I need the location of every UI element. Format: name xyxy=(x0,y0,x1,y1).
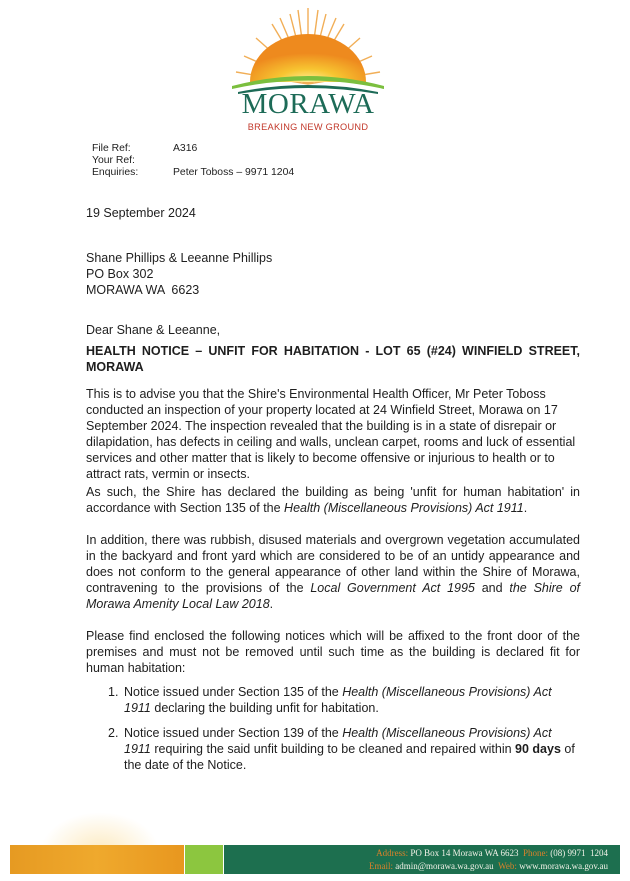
act-title: Local Government Act 1995 xyxy=(310,581,475,595)
text: . xyxy=(269,597,274,611)
text: . xyxy=(523,501,528,515)
phone-value: (08) 9971 1204 xyxy=(550,848,608,858)
logo-wordmark: MORAWA xyxy=(241,88,375,120)
paragraph-enclosed-notices: Please find enclosed the following notices which will be affixed to the front door of the premises and must not be removed until such time as the building is declared fit for human habitation: xyxy=(86,629,580,675)
text: of the date of the Notice. xyxy=(124,742,575,772)
sunrise-icon xyxy=(228,4,388,94)
email-link[interactable]: admin@morawa.wa.gov.au xyxy=(395,861,494,871)
phone-label: Phone: xyxy=(522,848,548,858)
footer-bar xyxy=(10,845,620,874)
enquiries-row xyxy=(92,167,294,179)
footer-line-address-phone xyxy=(376,848,608,858)
notice-number: 1. xyxy=(108,685,119,699)
web-link[interactable]: www.morawa.wa.gov.au xyxy=(519,861,608,871)
address-label: Address: xyxy=(376,848,409,858)
file-ref-value: A316 xyxy=(173,143,198,154)
reference-block xyxy=(92,143,294,179)
text: As such, the Shire has declared the building as being 'unfit for human habitation' in accordance with Section 135 of the xyxy=(86,485,580,515)
your-ref-row xyxy=(92,155,294,167)
subject-line: HEALTH NOTICE – UNFIT FOR HABITATION - LOT 65 (#24) WINFIELD STREET, MORAWA xyxy=(86,344,580,374)
address-value: PO Box 14 Morawa WA 6623 xyxy=(410,848,519,858)
recipient-name: Shane Phillips & Leeanne Phillips xyxy=(86,251,273,265)
enquiries-value: Peter Toboss – 9971 1204 xyxy=(173,167,295,178)
recipient-address xyxy=(86,250,272,298)
text: declaring the building unfit for habitation. xyxy=(150,701,379,715)
text: and xyxy=(474,581,510,595)
deadline: 90 days xyxy=(515,742,561,756)
notice-number: 2. xyxy=(108,726,119,740)
shire-logo xyxy=(228,4,388,132)
footer-line-email-web xyxy=(369,861,608,871)
paragraph-rubbish xyxy=(86,532,580,612)
notice-text xyxy=(124,725,580,773)
file-ref-label: File Ref: xyxy=(92,143,131,154)
notice-text xyxy=(124,684,580,716)
footer-lime-block xyxy=(185,845,223,874)
recipient-po-box: PO Box 302 xyxy=(86,267,154,281)
logo-tagline: BREAKING NEW GROUND xyxy=(247,122,369,132)
your-ref-label: Your Ref: xyxy=(92,155,135,166)
text: In addition, there was rubbish, disused materials and overgrown vegetation accumulated in the backyard and front yard which are considered to be of an untidy appearance and does not conform to the general appearance of other land within the Shire of Morawa, contravening to the provisions of the xyxy=(86,533,580,595)
act-title: Health (Miscellaneous Provisions) Act 1911 xyxy=(124,685,552,715)
text: Notice issued under Section 135 of the xyxy=(124,685,343,699)
text: requiring the said unfit building to be cleaned and repaired within xyxy=(150,742,516,756)
act-title: Health (Miscellaneous Provisions) Act 1911 xyxy=(124,726,552,756)
paragraph-declaration xyxy=(86,484,580,516)
notice-item xyxy=(108,725,580,773)
notice-list xyxy=(108,684,580,782)
text: Notice issued under Section 139 of the xyxy=(124,726,343,740)
letter-date: 19 September 2024 xyxy=(86,206,196,220)
enquiries-label: Enquiries: xyxy=(92,167,139,178)
salutation: Dear Shane & Leeanne, xyxy=(86,323,221,337)
act-title: Health (Miscellaneous Provisions) Act 1911 xyxy=(284,501,524,515)
local-law-title: the Shire of Morawa Amenity Local Law 2018 xyxy=(86,581,580,611)
footer-contact-block xyxy=(224,845,620,874)
footer-orange-block xyxy=(10,845,184,874)
email-label: Email: xyxy=(368,861,393,871)
recipient-town: MORAWA WA 6623 xyxy=(86,283,200,297)
web-label: Web: xyxy=(498,861,517,871)
paragraph-inspection: This is to advise you that the Shire's Environmental Health Officer, Mr Peter Toboss conducted an inspection of your property located at 24 Winfield Street, Morawa on 17 September 2024. The inspection revealed that the building is in a state of disrepair or dilapidation, has defects in ceiling and walls, unclean carpet, rooms and luck of essential services and other matter that is likely to become offensive or injurious to health or to attract rats, vermin or insects. xyxy=(86,387,576,481)
file-ref-row xyxy=(92,143,294,155)
notice-item xyxy=(108,684,580,716)
